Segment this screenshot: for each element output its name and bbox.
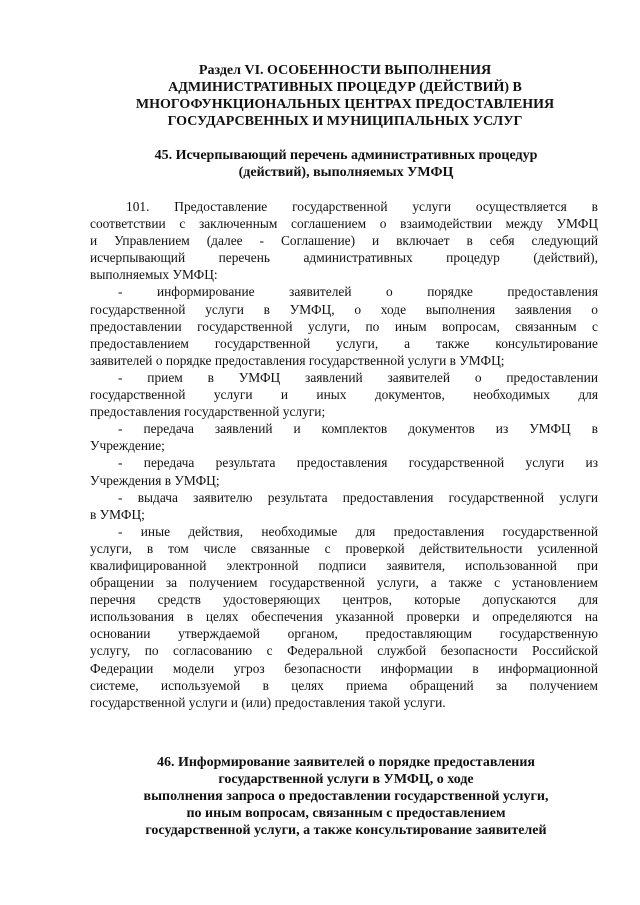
- document-body: [90, 198, 598, 711]
- text-line: - прием в УМФЦ заявлений заявителей о предоставлении: [118, 369, 598, 385]
- text-line: в УМФЦ;: [90, 506, 145, 522]
- subsection-title-line: 46. Информирование заявителей о порядке предоставления: [156, 755, 536, 770]
- text-line: использования в целях обеспечения указанной проверки и определяются на: [90, 609, 598, 625]
- list-item-transfer-applications: [90, 420, 598, 454]
- subsection-title-line: (действий), выполняемых УМФЦ: [238, 165, 454, 180]
- subsection-title-line: государственной услуги, а также консультирование заявителей: [145, 823, 547, 838]
- text-line: - передача заявлений и комплектов документов из УМФЦ в: [118, 421, 598, 437]
- text-line: 101. Предоставление государственной услуги осуществляется в: [126, 199, 598, 214]
- section-title-line: ГОСУДАРСВЕННЫХ И МУНИЦИПАЛЬНЫХ УСЛУГ: [167, 114, 523, 129]
- section-title-line: МНОГОФУНКЦИОНАЛЬНЫХ ЦЕНТРАХ ПРЕДОСТАВЛЕНИЯ: [135, 97, 555, 112]
- section-title-line: Раздел VI. ОСОБЕННОСТИ ВЫПОЛНЕНИЯ: [198, 63, 492, 78]
- section-title-line: АДМИНИСТРАТИВНЫХ ПРОЦЕДУР (ДЕЙСТВИЙ) В: [168, 80, 522, 95]
- text-line: обращении за получением государственной услуги, а также с установлением: [90, 575, 598, 591]
- text-line: государственной услуги в УМФЦ, о ходе выполнения заявления о: [90, 301, 598, 317]
- subsection-title-line: 45. Исчерпывающий перечень административных процедур: [154, 148, 538, 163]
- text-line: заявителей о порядке предоставления государственной услуги в УМФЦ;: [90, 352, 505, 368]
- text-line: - иные действия, необходимые для предоставления государственной: [118, 523, 598, 539]
- text-line: государственной услуги и иных документов, необходимых для: [90, 387, 598, 403]
- text-line: основании утверждаемой органом, предоставляющим государственную: [90, 626, 598, 642]
- list-item-informing: [90, 283, 598, 368]
- text-line: системе, используемой в целях приема обращений за получением: [90, 677, 598, 693]
- subsection-46-title: [96, 754, 596, 839]
- list-item-other-actions: [90, 523, 598, 711]
- text-line: - выдача заявителю результата предоставления государственной услуги: [118, 489, 598, 505]
- text-line: соответствии с заключенным соглашением о взаимодействии между УМФЦ: [90, 216, 598, 232]
- text-line: Учреждения в УМФЦ;: [90, 472, 220, 488]
- subsection-45-title: [96, 147, 596, 181]
- text-line: государственной услуги и (или) предоставления такой услуги.: [90, 694, 446, 710]
- text-line: Федерации модели угроз безопасности информации в информационной: [90, 660, 598, 676]
- text-line: предоставления государственной услуги;: [90, 404, 326, 420]
- text-line: услугу, по согласованию с Федеральной службой безопасности Российской: [90, 643, 598, 659]
- text-line: - информирование заявителей о порядке предоставления: [118, 284, 598, 300]
- section-title: [90, 62, 600, 130]
- text-line: Учреждение;: [90, 438, 165, 454]
- subsection-title-line: по иным вопросам, связанным с предоставлением: [186, 806, 506, 821]
- text-line: перечня средств удостоверяющих центров, которые допускаются для: [90, 592, 598, 608]
- text-line: - передача результата предоставления государственной услуги из: [118, 455, 598, 471]
- text-line: выполняемых УМФЦ:: [90, 267, 218, 283]
- list-item-issuance: [90, 489, 598, 523]
- subsection-title-line: выполнения запроса о предоставлении государственной услуги,: [143, 789, 549, 804]
- text-line: услуги, в том числе связанные с проверкой действительности усиленной: [90, 540, 598, 556]
- paragraph-101: [90, 198, 598, 283]
- text-line: квалифицированной электронной подписи заявителя, использованной при: [90, 557, 598, 573]
- subsection-title-line: государственной услуги в УМФЦ, о ходе: [218, 772, 474, 787]
- list-item-reception: [90, 369, 598, 420]
- text-line: исчерпывающий перечень административных процедур (действий),: [90, 250, 598, 266]
- text-line: предоставлении государственной услуги, по иным вопросам, связанным с: [90, 318, 598, 334]
- text-line: предоставлением государственной услуги, а также консультирование: [90, 335, 598, 351]
- text-line: и Управлением (далее - Соглашение) и включает в себя следующий: [90, 233, 598, 249]
- list-item-transfer-result: [90, 454, 598, 488]
